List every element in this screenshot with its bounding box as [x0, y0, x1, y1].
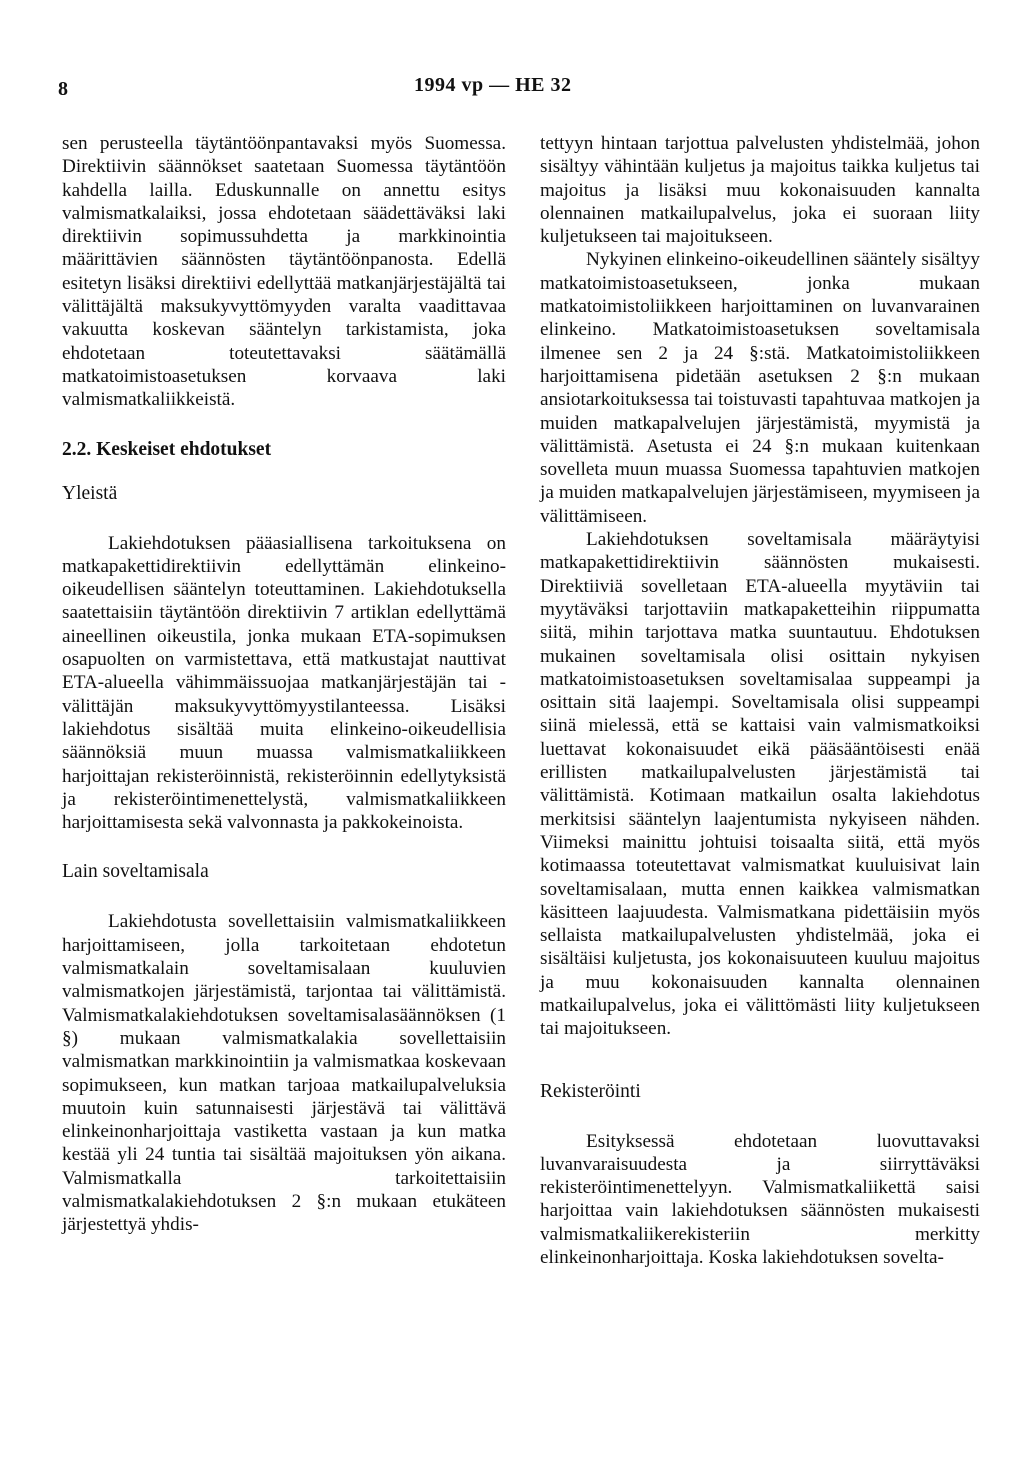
paragraph-intro: sen perusteella täytäntöönpantavaksi myös Suomessa. Direktiivin säännökset saatetaan Suomessa täytäntöön kahdella lailla. Eduskunnalle on annettu esitys valmismatkalaiksi, jossa ehdotetaan säädettäväksi laki direktiivin sopimussuhdetta ja markkinointia määrittävien säännösten täytäntöönpanosta. Edellä esitetyn lisäksi direktiivi edellyttää matkanjärjestäjältä tai välittäjältä maksukyvyttömyyden varalta vaadittavaa vakuutta koskevan sääntelyn tarkistamista, joka ehdotetaan toteutettavaksi säätämällä matkatoimistoasetuksen korvaava laki valmismatkaliikkeistä. — [62, 133, 506, 411]
section-heading: 2.2. Keskeiset ehdotukset — [62, 438, 272, 460]
paragraph-scope-determined: Lakiehdotuksen soveltamisala määräytyisi matkapakettidirektiivin säännösten mukaisesti. Direktiiviä sovelletaan ETA-alueella myytäviin tai myytäväksi tarjottaviin matkapaketteihin riippumatta siitä, mihin tarjottava matka suuntautuu. Ehdotuksen mukainen soveltamisala olisi osittain nykyisen matkatoimistoasetuksen soveltamisalaa suppeampi ja osittain sitä laajempi. Soveltamisala olisi suppeampi siinä mielessä, että se kattaisi vain valmismatkoiksi luettavat kokonaisuudet eikä pääsääntöisesti enää erillisten matkailupalvelusten järjestämistä tai välittämistä. Kotimaan matkailun osalta lakiehdotus merkitsisi sääntelyn laajentumista nykyiseen nähden. Viimeksi mainittu johtuisi toisaalta siitä, että myös kotimaassa toteutettavat valmismatkat kuuluisivat lain soveltamisalaan, mutta ennen kaikkea valmismatkan käsitteen laajuudesta. Valmismatkana pidettäisiin myös sellaista matkailupalvelusten yhdistelmää, joka ei sisältäisi kuljetusta, jos kokonaisuuteen kuuluu majoitus ja muu kokonaisuuden kannalta olennainen matkailupalvelus, joka ei välittömästi liity kuljetukseen tai majoitukseen. — [540, 529, 980, 1040]
subheading-registration: Rekisteröinti — [540, 1080, 641, 1102]
paragraph-continuation: tettyyn hintaan tarjottua palvelusten yhdistelmää, johon sisältyy vähintään kuljetus ja majoitus taikka kuljetus tai majoitus ja lisäksi muu kokonaisuuden kannalta olennainen matkailupalvelus, joka ei suoraan liity kuljetukseen tai majoitukseen. — [540, 133, 980, 248]
page-number: 8 — [58, 78, 68, 100]
left-column — [62, 132, 506, 1237]
right-column — [540, 132, 980, 1269]
paragraph-registration: Esityksessä ehdotetaan luovuttavaksi luvanvaraisuudesta ja siirryttäväksi rekisteröintimenettelyyn. Valmismatkaliikettä saisi harjoittaa vain lakiehdotuksen säännösten mukaisesti valmismatkaliikerekisteriin merkitty elinkeinonharjoittaja. Koska lakiehdotuksen sovelta- — [540, 1130, 980, 1269]
paragraph-current-regulation: Nykyinen elinkeino-oikeudellinen sääntely sisältyy matkatoimistoasetukseen, jonka mukaan matkatoimistoliikkeen harjoittaminen on luvanvarainen elinkeino. Matkatoimistoasetuksen soveltamisala ilmenee sen 2 ja 24 §:stä. Matkatoimistoliikkeen harjoittamisena pidetään asetuksen 2 §:n mukaan ansiotarkoituksessa tai toistuvasti tapahtuvaa matkojen ja muiden matkapalvelujen järjestämistä, myymistä ja välittämistä. Asetusta ei 24 §:n mukaan kuitenkaan sovelleta muun muassa Suomessa tapahtuvien matkojen ja muiden matkapalvelujen järjestämiseen, myymiseen ja välittämiseen. — [540, 249, 980, 527]
subheading-scope: Lain soveltamisala — [62, 861, 209, 883]
paragraph-scope: Lakiehdotusta sovellettaisiin valmismatkaliikkeen harjoittamiseen, jolla tarkoitetaan ehdotetun valmismatkalain soveltamisalaan kuuluvien valmismatkojen järjestämistä, tarjontaa tai välittämistä. Valmismatkalakiehdotuksen soveltamisalasäännöksen (1 §) mukaan valmismatkalakia sovellettaisiin valmismatkan markkinointiin ja valmismatkaa koskevaan sopimukseen, kun matkan tarjoaa matkailupalveluksia muutoin kuin satunnaisesti järjestävä tai välittävä elinkeinonharjoittaja vastiketta vastaan ja kun matka kestää yli 24 tuntia tai sisältää majoituksen yön aikana. Valmismatkalla tarkoitettaisiin valmismatkalakiehdotuksen 2 §:n mukaan etukäteen järjestettyä yhdis- — [62, 911, 506, 1236]
running-head: 1994 vp — HE 32 — [414, 74, 572, 96]
paragraph-general: Lakiehdotuksen pääasiallisena tarkoituksena on matkapakettidirektiivin edellyttämän elinkeino-oikeudellisen sääntelyn toteuttaminen. Lakiehdotuksella saatettaisiin täytäntöön direktiivin 7 artiklan edellyttämä aineellinen oikeustila, jonka mukaan ETA-sopimuksen osapuolten on varmistettava, että matkustajat nauttivat ETA-alueella vähimmäissuojaa matkanjärjestäjän tai -välittäjän maksukyvyttömyystilanteessa. Lisäksi lakiehdotus sisältää muita elinkeino-oikeudellisia säännöksiä muun muassa valmismatkaliikkeen harjoittajan rekisteröinnistä, rekisteröinnin edellytyksistä ja rekisteröintimenettelystä, valmismatkaliikkeen harjoittamisesta sekä valvonnasta ja pakkokeinoista. — [62, 532, 506, 834]
subheading-general: Yleistä — [62, 482, 118, 504]
page-header — [0, 74, 1024, 104]
